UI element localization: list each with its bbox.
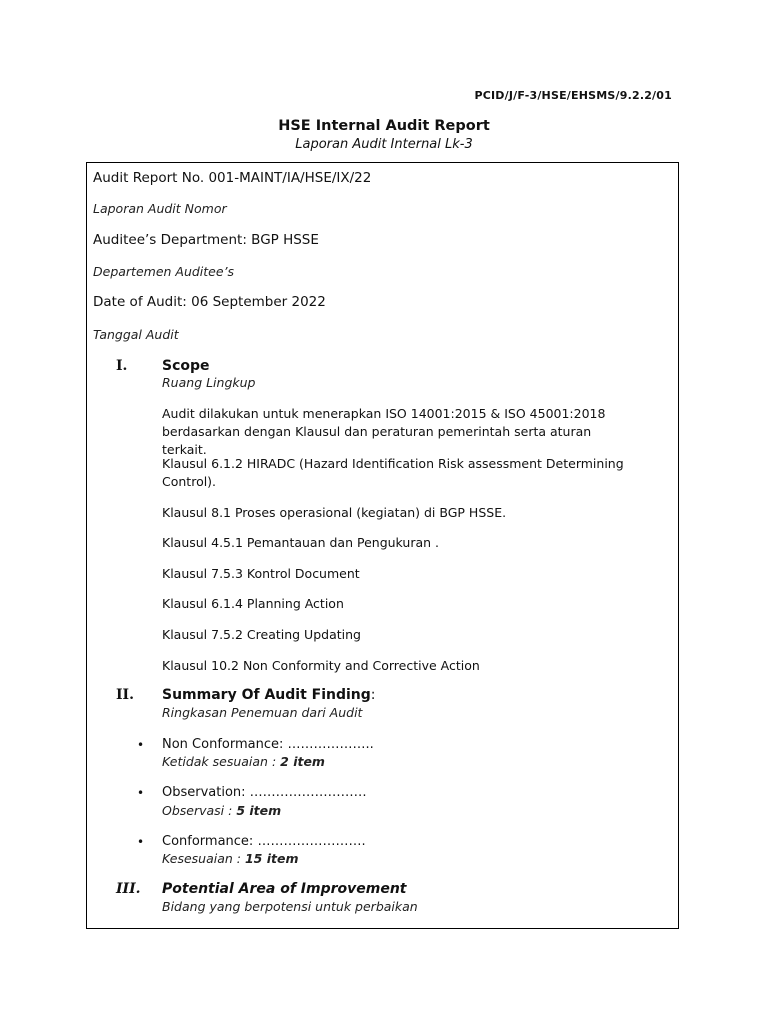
finding-count: Ketidak sesuaian : 2 item [162,754,325,769]
section-1-title: Scope [162,358,210,374]
section-1-subtitle: Ruang Lingkup [162,375,256,390]
clause-item: Klausul 6.1.4 Planning Action [162,596,344,611]
section-3-title: Potential Area of Improvement [162,881,407,897]
auditee-department: Auditee’s Department: BGP HSSE [93,232,319,248]
scope-intro: Audit dilakukan untuk menerapkan ISO 14001:2015 & ISO 45001:2018 berdasarkan dengan Klausul dan peraturan pemerintah serta aturan terkait. [162,406,606,457]
section-3-number: III. [116,881,141,897]
report-title: HSE Internal Audit Report [278,118,490,134]
finding-count: Observasi : 5 item [162,803,282,818]
section-2-title: Summary Of Audit Finding: [162,687,376,703]
section-1-number: I. [116,358,128,374]
report-number: Audit Report No. 001-MAINT/IA/HSE/IX/22 [93,170,372,186]
bullet-icon: • [137,786,145,800]
bullet-icon: • [137,835,145,849]
finding-label: Conformance: ……………………. [162,834,366,849]
section-3-subtitle: Bidang yang berpotensi untuk perbaikan [162,899,418,914]
report-box [86,162,679,929]
clause-item: Klausul 7.5.2 Creating Updating [162,627,361,642]
section-2-number: II. [116,687,134,703]
bullet-icon: • [137,738,145,752]
audit-date-id: Tanggal Audit [93,327,179,342]
finding-count: Kesesuaian : 15 item [162,851,299,866]
clause-item: Klausul 6.1.2 HIRADC (Hazard Identification Risk assessment Determining Control). [162,456,624,489]
finding-label: Non Conformance: ……………….. [162,737,374,752]
clause-item: Klausul 10.2 Non Conformity and Corrective Action [162,658,480,673]
section-2-subtitle: Ringkasan Penemuan dari Audit [162,705,363,720]
title-block [0,118,768,152]
report-subtitle: Laporan Audit Internal Lk-3 [295,137,473,152]
document-code: PCID/J/F-3/HSE/EHSMS/9.2.2/01 [474,89,672,102]
report-number-id: Laporan Audit Nomor [93,201,227,216]
finding-label: Observation: ……………………… [162,785,367,800]
clause-item: Klausul 8.1 Proses operasional (kegiatan) di BGP HSSE. [162,505,507,520]
auditee-department-id: Departemen Auditee’s [93,264,235,279]
clause-item: Klausul 7.5.3 Kontrol Document [162,566,360,581]
audit-date: Date of Audit: 06 September 2022 [93,294,326,310]
clause-item: Klausul 4.5.1 Pemantauan dan Pengukuran . [162,535,439,550]
